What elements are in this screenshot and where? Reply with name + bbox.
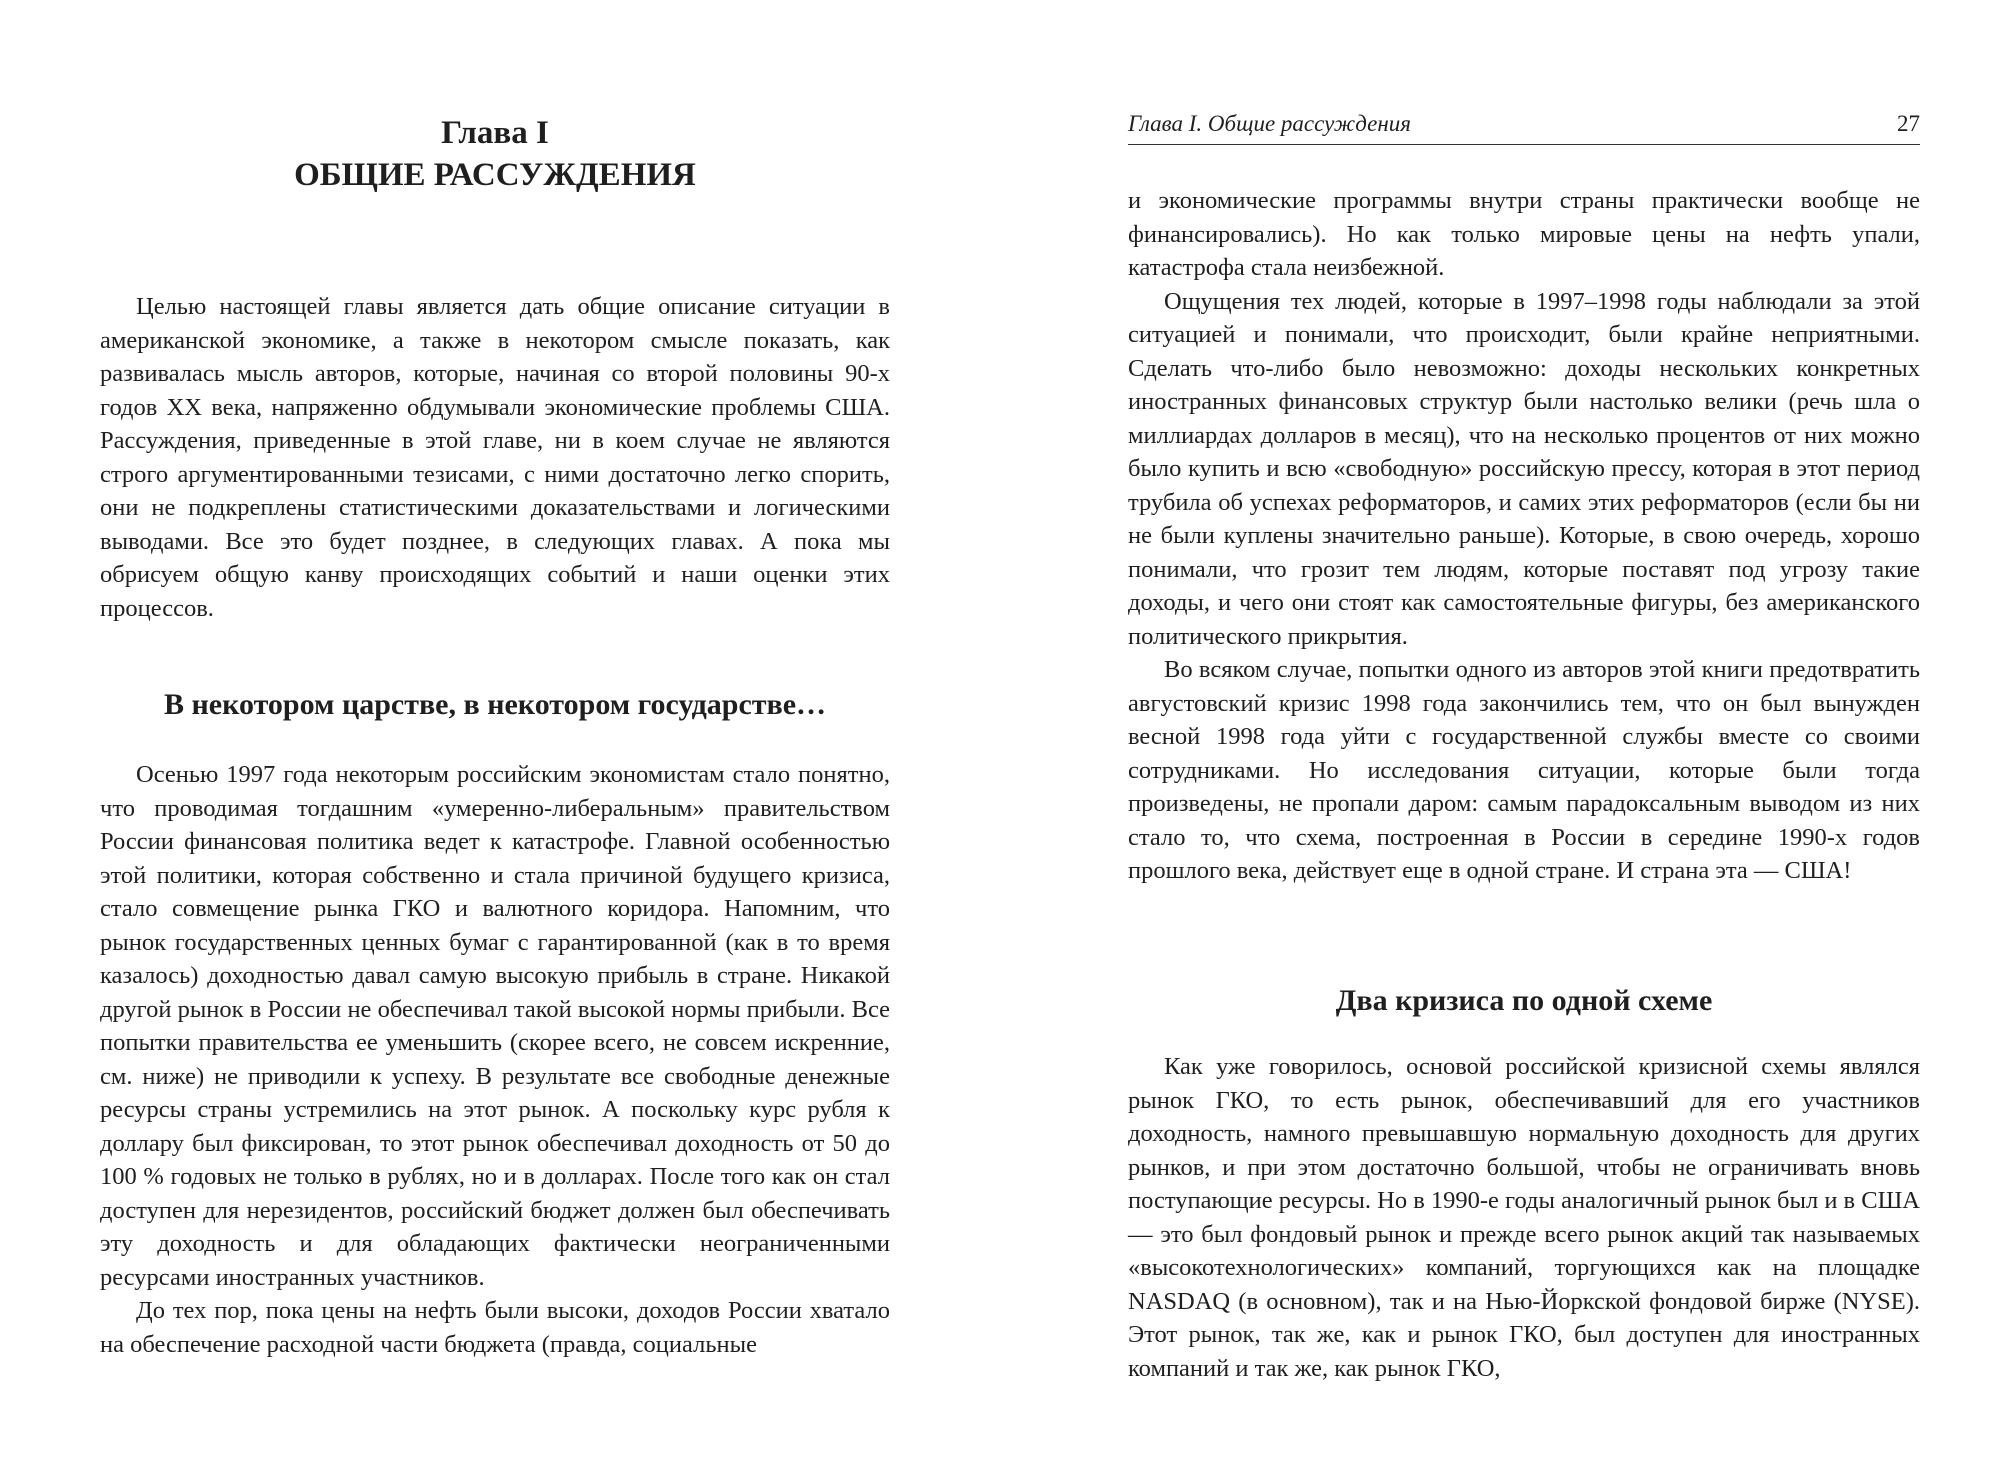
right-page [1000,0,2000,1479]
paragraph: До тех пор, пока цены на нефть были высоки, доходов России хватало на обеспечение расходной части бюджета (правда, социальные [100,1297,890,1358]
chapter-title: ОБЩИЕ РАССУЖДЕНИЯ [294,157,696,193]
paragraph: и экономические программы внутри страны практически вообще не финансировались). Но как только мировые цены на нефть упали, катастрофа стала неизбежной. [1128,187,1920,281]
paragraph: Ощущения тех людей, которые в 1997–1998 годы наблюдали за этой ситуацией и понимали, что происходит, были крайне неприятными. Сделать что-либо было невозможно: доходы нескольких конкретных иностранных финансовых структур были настолько велики (речь шла о миллиардах долларов в месяц), что на несколько процентов от них можно было купить и всю «свободную» российскую прессу, которая в этот период трубила об успехах реформаторов, и самих этих реформаторов (если бы ни не были куплены значительно раньше). Которые, в свою очередь, хорошо понимали, что грозит тем людям, которые поставят под угрозу такие доходы, и чего они стоят как самостоятельные фигуры, без американского политического прикрытия. [1128,287,1920,650]
section-text-left [100,758,890,1361]
chapter-heading [100,112,890,196]
paragraph: Как уже говорилось, основой российской кризисной схемы являлся рынок ГКО, то есть рынок, обеспечивавший для его участников доходность, намного превышавшую нормальную доходность для других рынков, и при этом достаточно большой, чтобы не ограничивать вновь поступающие ресурсы. Но в 1990-е годы аналогичный рынок был и в США — это был фондовый рынок и прежде всего рынок акций так называемых «высокотехнологических» компаний, торгующихся как на площадке NASDAQ (в основном), так и на Нью-Йоркской фондовой бирже (NYSE). Этот рынок, так же, как и рынок ГКО, был доступен для иностранных компаний и так же, как рынок ГКО, [1128,1053,1920,1382]
section-title-left: В некотором царстве, в некотором государстве… [163,688,827,721]
page-number: 27 [1897,111,1920,136]
section-title-right: Два кризиса по одной схеме [1335,984,1713,1017]
body-text-right [1128,184,1920,888]
paragraph: Осенью 1997 года некоторым российским экономистам стало понятно, что проводимая тогдашним «умеренно-либеральным» правительством России финансовая политика ведет к катастрофе. Главной особенностью этой политики, которая собственно и стала причиной будущего кризиса, стало совмещение рынка ГКО и валютного коридора. Напомним, что рынок государственных ценных бумаг с гарантированной (как в то время казалось) доходностью давал самую высокую прибыль в стране. Никакой другой рынок в России не обеспечивал такой высокой нормы прибыли. Все попытки правительства ее уменьшить (скорее всего, не совсем искренние, см. ниже) не приводили к успеху. В результате все свободные денежные ресурсы страны устремились на этот рынок. А поскольку курс рубля к доллару был фиксирован, то этот рынок обеспечивал доходность от 50 до 100 % годовых не только в рублях, но и в долларах. После того как он стал доступен для нерезидентов, российский бюджет должен был обеспечивать эту доходность и для обладающих фактически неограниченными ресурсами иностранных участников. [100,761,890,1291]
running-head [1128,108,1920,145]
intro-paragraph: Целью настоящей главы является дать общие описание ситуации в американской экономике, а также в некотором смысле показать, как развивалась мысль авторов, которые, начиная со второй половины 90-х годов XX века, напряженно обдумывали экономические проблемы США. Рассуждения, приведенные в этой главе, ни в коем случае не являются строго аргументированными тезисами, с ними достаточно легко спорить, они не подкреплены статистическими доказательствами и логическими выводами. Все это будет позднее, в следующих главах. А пока мы обрисуем общую канву происходящих событий и наши оценки этих процессов. [100,293,890,622]
paragraph: Во всяком случае, попытки одного из авторов этой книги предотвратить августовский кризис 1998 года закончились тем, что он был вынужден весной 1998 года уйти с государственной службы вместе со своими сотрудниками. Но исследования ситуации, которые были тогда произведены, не пропали даром: самым парадоксальным выводом из них стало то, что схема, построенная в России в середине 1990-х годов прошлого века, действует еще в одной стране. И страна эта — США! [1128,656,1920,884]
chapter-label: Глава I [441,115,549,151]
section-text-right [1128,1050,1920,1385]
running-head-title: Глава I. Общие рассуждения [1128,111,1411,136]
intro-text [100,290,890,625]
